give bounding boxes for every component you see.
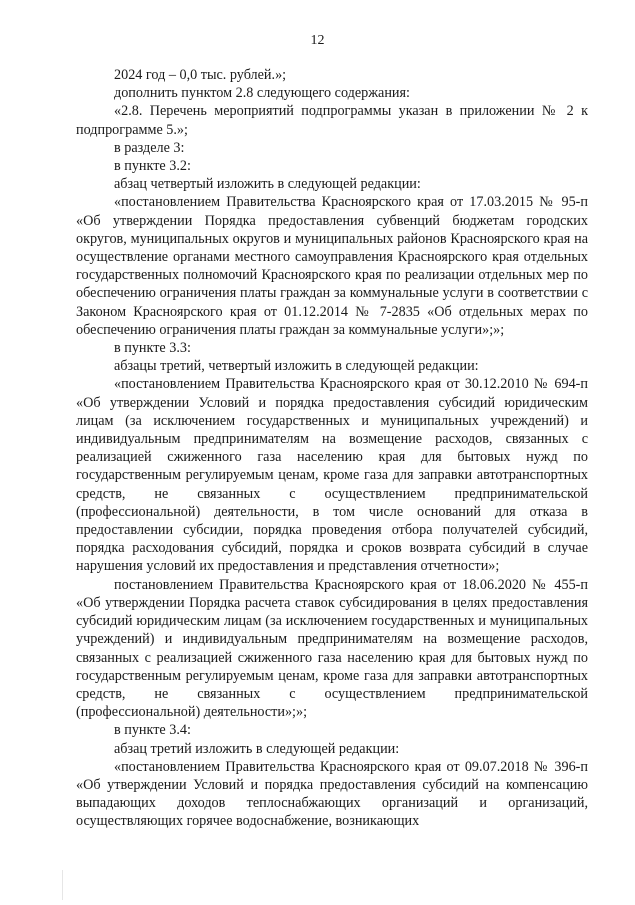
paragraph: «постановлением Правительства Красноярского края от 30.12.2010 № 694-п «Об утверждении Условий и порядка предоставления субсидий юридическим лицам (за исключением государственных и муниципальных учреждений) и индивидуальным предпринимателям на возмещение расходов, связанных с реализацией сжиженного газа населению края для бытовых нужд по государственным регулируемым ценам, кроме газа для заправки автотранспортных средств, не связанных с осуществлением предпринимательской (профессиональной) деятельности, в том числе оснований для отказа в предоставлении субсидии, порядка проведения отбора получателей субсидий, порядка расходования субсидий, порядка и сроков возврата субсидий в случае нарушения условий их предоставления и представления отчетности»; — [76, 376, 588, 575]
paragraph: 2024 год – 0,0 тыс. рублей.»; — [114, 67, 287, 83]
paragraph: «2.8. Перечень мероприятий подпрограммы указан в приложении № 2 к подпрограмме 5.»; — [76, 103, 588, 138]
paragraph: постановлением Правительства Красноярского края от 18.06.2020 № 455-п «Об утверждении Порядка расчета ставок субсидирования в целях предоставления субсидий юридическим лицам (за исключением государственных и муниципальных учреждений) и индивидуальным предпринимателям на возмещение расходов, связанных с реализацией сжиженного газа населению края для бытовых нужд по государственным регулируемым ценам, кроме газа для заправки автотранспортных средств, не связанных с осуществлением предпринимательской (профессиональной) деятельности»;»; — [76, 576, 588, 721]
paragraph: абзац четвертый изложить в следующей редакции: — [114, 176, 421, 193]
paragraph: дополнить пунктом 2.8 следующего содержания: — [114, 85, 410, 102]
scan-edge-mark — [62, 870, 63, 900]
paragraph: «постановлением Правительства Красноярского края от 17.03.2015 № 95-п «Об утверждении Порядка предоставления субвенций бюджетам городских округов, муниципальных округов и муниципальных районов Красноярского края на осуществление органами местного самоуправления Красноярского края отдельных государственных полномочий Красноярского края по реализации отдельных мер по обеспечению ограничения платы граждан за коммунальные услуги в соответствии с Законом Красноярского края от 01.12.2014 № 7-2835 «Об отдельных мерах по обеспечению ограничения платы граждан за коммунальные услуги»;»; — [76, 194, 588, 338]
paragraph: «постановлением Правительства Красноярского края от 09.07.2018 № 396-п «Об утверждении Условий и порядка предоставления субсидий на компенсацию выпадающих доходов теплоснабжающих организаций и организаций, осуществляющих горячее водоснабжение, возникающих — [76, 758, 588, 830]
paragraph: в пункте 3.3: — [114, 340, 191, 357]
paragraph: в пункте 3.2: — [114, 158, 191, 175]
paragraph: в пункте 3.4: — [114, 722, 191, 739]
paragraph: в разделе 3: — [114, 139, 185, 156]
paragraph: абзацы третий, четвертый изложить в следующей редакции: — [114, 358, 479, 375]
page-number: 12 — [310, 33, 325, 48]
paragraph: абзац третий изложить в следующей редакции: — [114, 740, 400, 757]
document-body — [76, 66, 588, 831]
